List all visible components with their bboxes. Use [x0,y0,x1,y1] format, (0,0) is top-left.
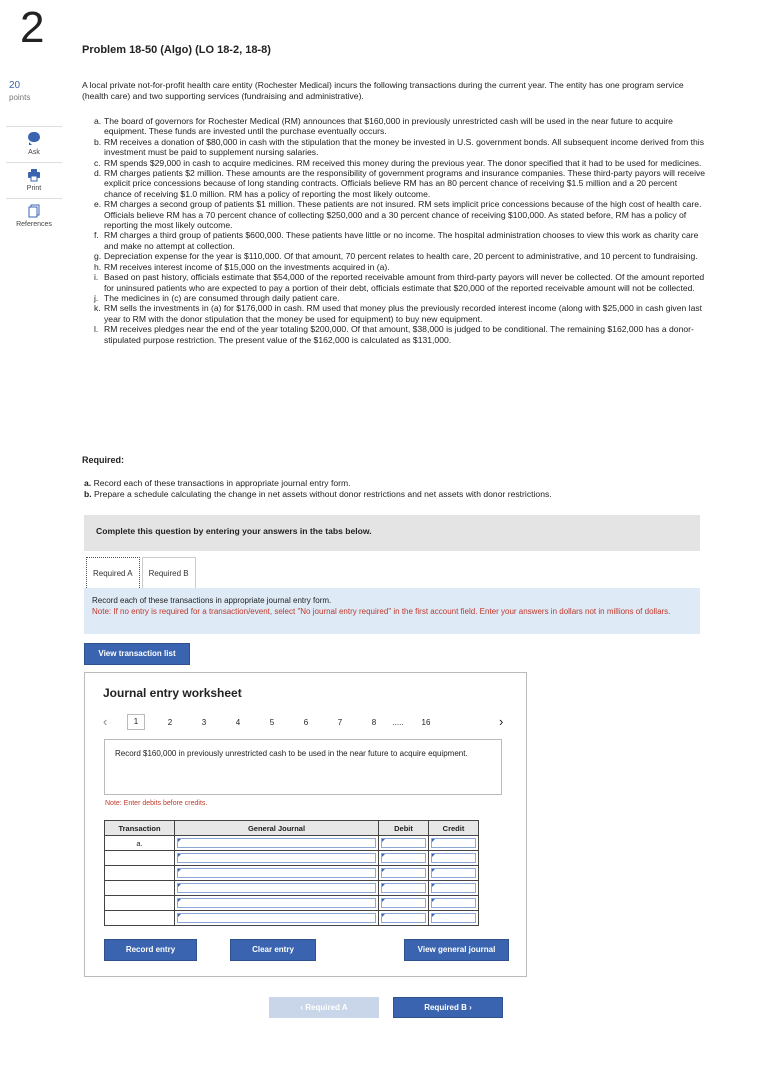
transaction-cell [105,881,175,896]
account-select[interactable] [175,911,379,926]
next-required-b-button[interactable] [393,997,503,1018]
debits-note: Note: Enter debits before credits. [105,800,208,807]
chevron-right-icon[interactable]: › [499,714,504,729]
list-item: e. RM charges a second group of patients $1 million. These patients are not insured. RM sets implicit price concessions because of the high cost of health care. Officials believe RM has a 70 percent chance of collecting $250,000 and a 30 percent chance of receiving $100,000. As stated before, RM has a policy of reporting the most likely outcome. [94,199,702,231]
list-item: b. Prepare a schedule calculating the change in net assets without donor restrictions and net assets with donor restrictions. [84,489,552,499]
entry-prompt: Record $160,000 in previously unrestricted cash to be used in the near future to acquire equipment. [104,739,502,795]
instructions-banner [84,515,700,551]
page-16[interactable]: 16 [421,718,431,727]
page-2[interactable]: 2 [167,718,173,727]
page-5[interactable]: 5 [269,718,275,727]
view-transaction-list-button[interactable]: View transaction list [84,643,190,665]
list-item: g. Depreciation expense for the year is $110,000. Of that amount, 70 percent relates to health care, 20 percent to administrative, and 10 percent to fundraising. [94,251,698,262]
account-select[interactable] [175,851,379,866]
account-select[interactable] [175,881,379,896]
list-item: i. Based on past history, officials estimate that $54,000 of the reported receivable amount from third-party payors will never be collected. Of the amount reported for uninsured patients who are expected to pay a portion of their debt, officials estimate that $20,000 of the reported receivable amount will not be collected. [94,272,705,293]
page-3[interactable]: 3 [201,718,207,727]
ask-label: Ask [28,149,40,156]
list-item: a. The board of governors for Rochester Medical (RM) announces that $160,000 in previously unrestricted cash will be used in the near future to acquire equipment. These funds are invested until the purchase eventually occurs. [94,116,673,137]
debit-input[interactable] [379,866,429,881]
problem-intro: A local private not-for-profit health care entity (Rochester Medical) incurs the following transactions during the current year. The entity has one program service (health care) and two supporting services (fundraising and administrative). [82,80,684,101]
page-4[interactable]: 4 [235,718,241,727]
points-value: 20 [9,80,21,91]
chevron-left-icon: ‹ [300,1003,304,1012]
credit-input[interactable] [429,851,479,866]
page-8[interactable]: 8 [371,718,377,727]
chevron-left-icon[interactable]: ‹ [103,714,108,729]
table-row [105,911,479,926]
required-heading: Required: [82,455,125,465]
page-1[interactable]: 1 [127,714,145,730]
chat-bubble-icon [6,132,62,146]
list-item: c. RM spends $29,000 in cash to acquire medicines. RM received this money during the previous year. The donor specified that it had to be used for medicines. [94,157,702,168]
account-select[interactable] [175,896,379,911]
table-row [105,866,479,881]
debit-input[interactable] [379,896,429,911]
transaction-cell [105,896,175,911]
worksheet-pager [103,713,513,733]
list-item: l. RM receives pledges near the end of the year totaling $200,000. Of that amount, $38,000 is judged to be conditional. The remaining $162,000 has a donor-stipulated purpose restriction. The present value of the $162,000 is calculated as $131,000. [94,324,694,345]
ask-button[interactable] [6,126,62,162]
page-7[interactable]: 7 [337,718,343,727]
account-select[interactable] [175,866,379,881]
debit-input[interactable] [379,881,429,896]
journal-table [104,820,479,926]
instruction-text: Record each of these transactions in appropriate journal entry form. [92,596,332,605]
page-ellipsis: ..... [392,718,404,727]
credit-input[interactable] [429,866,479,881]
chevron-right-icon: › [469,1003,472,1012]
clear-entry-button[interactable]: Clear entry [230,939,316,961]
credit-input[interactable] [429,896,479,911]
question-number: 2 [20,3,45,52]
points-display [9,80,30,102]
next-label: Required B [424,1003,467,1012]
tab-required-b[interactable]: Required B [142,557,196,588]
table-row [105,836,479,851]
journal-entry-worksheet [84,672,527,977]
tab-instructions [84,588,700,634]
credit-input[interactable] [429,911,479,926]
list-item: a. Record each of these transactions in appropriate journal entry form. [84,478,351,488]
debit-input[interactable] [379,836,429,851]
problem-title: Problem 18-50 (Algo) (LO 18-2, 18-8) [82,44,271,56]
list-item: k. RM sells the investments in (a) for $176,000 in cash. RM used that money plus the previously recorded interest income (along with $25,000 in cash given last year to RM with the donor stipulation that the money be used for equipment) to buy new equipment. [94,303,703,324]
list-item: b. RM receives a donation of $80,000 in cash with the stipulation that the money be invested in U.S. government bonds. All subsequent income derived from this investment must be paid to supplement nursing salaries. [94,136,704,158]
debit-input[interactable] [379,851,429,866]
transaction-cell [105,911,175,926]
credit-input[interactable] [429,836,479,851]
side-tools [6,126,62,234]
col-transaction: Transaction [105,821,175,836]
required-list [84,478,552,500]
tab-required-a[interactable]: Required A [86,557,140,588]
print-label: Print [26,185,42,192]
list-item: f. RM charges a third group of patients $600,000. These patients have little or no income. The hospital administration chooses to view this work as charity care and make no attempt at collection. [94,230,699,251]
debit-input[interactable] [379,911,429,926]
account-select[interactable] [175,836,379,851]
page-6[interactable]: 6 [303,718,309,727]
printer-icon [6,168,62,182]
banner-text: Complete this question by entering your answers in the tabs below. [96,526,372,536]
table-row [105,881,479,896]
transaction-list [94,116,706,345]
references-button[interactable] [6,198,62,234]
transaction-cell: a. [105,836,175,851]
prev-required-a-button[interactable] [269,997,379,1018]
references-label: References [16,221,52,228]
list-item: h. RM receives interest income of $15,000 on the investments acquired in (a). [94,261,390,272]
print-button[interactable] [6,162,62,198]
list-item: d. RM charges patients $2 million. These amounts are the responsibility of government programs and insurance companies. These third-party payors will receive explicit price concessions because of long standing contracts. Officials believe RM has an 80 percent chance of receiving $1.5 million and a 20 percent chance of receiving $1.0 million. RM has a policy of reporting the most likely outcome. [94,168,706,199]
record-entry-button[interactable]: Record entry [104,939,197,961]
table-row [105,896,479,911]
list-item: j. The medicines in (c) are consumed through daily patient care. [94,292,340,303]
transaction-cell [105,851,175,866]
transaction-cell [105,866,175,881]
tab-bar [86,557,196,588]
credit-input[interactable] [429,881,479,896]
points-label: points [9,93,31,102]
col-debit: Debit [379,821,429,836]
col-credit: Credit [429,821,479,836]
instruction-note: Note: If no entry is required for a transaction/event, select "No journal entry required" in the first account field. Enter your answers in dollars not in millions of dollars. [92,607,671,616]
table-row [105,851,479,866]
references-icon [6,204,62,218]
worksheet-title: Journal entry worksheet [103,686,242,700]
prev-label: Required A [305,1003,348,1012]
col-general-journal: General Journal [175,821,379,836]
view-general-journal-button[interactable]: View general journal [404,939,509,961]
